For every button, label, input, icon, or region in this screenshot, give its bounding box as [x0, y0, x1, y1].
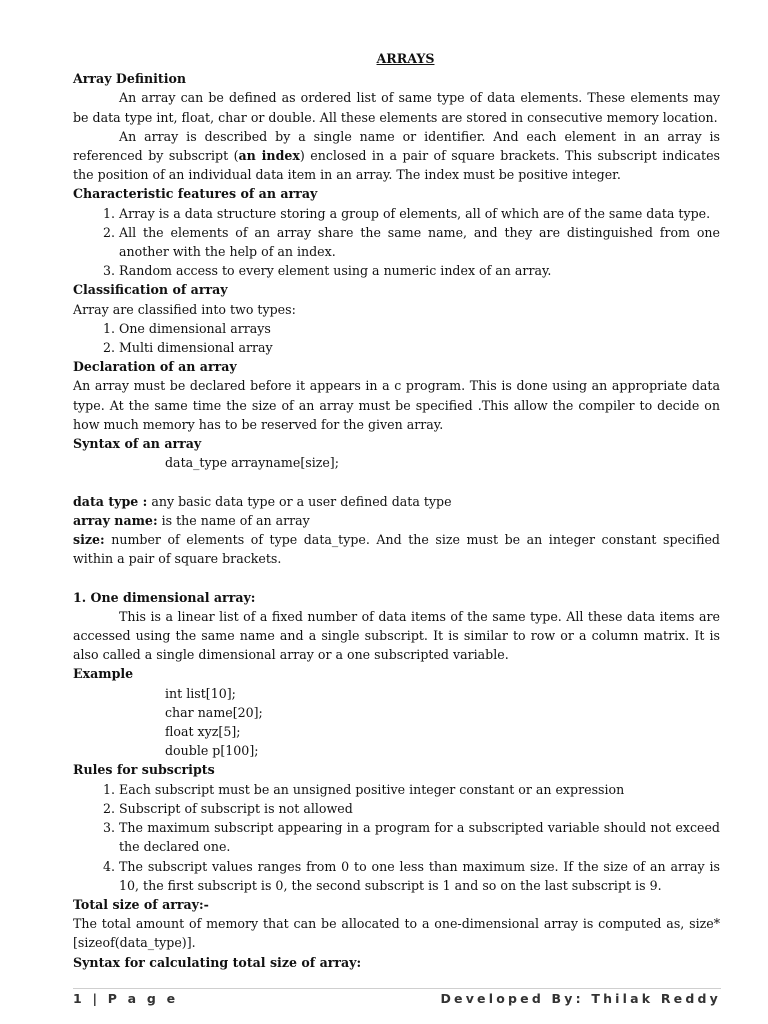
example-heading: Example — [73, 666, 134, 682]
definition-paragraph-1: An array can be defined as ordered list of same type of data elements. These elements may be data type int, float, char or double. All these elements are stored in consecutive memory location. — [73, 90, 720, 125]
footer-credit: Developed By: Thilak Reddy — [440, 991, 721, 1006]
term-desc: is the name of an array — [157, 512, 310, 528]
term-label: array name: — [73, 512, 158, 528]
classification-item-2: 2. Multi dimensional array — [119, 338, 720, 357]
total-size-paragraph: The total amount of memory that can be allocated to a one-dimensional array is computed as, size*[sizeof(data_type)]. — [73, 916, 720, 951]
definition-p2-bold: an index — [238, 148, 300, 164]
definition-p2-start: An array is described by a single name or identifier. And each element in an array is referenced by subscript ( — [73, 128, 720, 164]
syntax-term-size — [73, 530, 720, 568]
total-size-syntax-heading: Syntax for calculating total size of array: — [73, 954, 362, 970]
rules-list — [73, 780, 720, 895]
syntax-term-data-type — [73, 492, 720, 511]
example-line-1: int list[10]; — [165, 685, 236, 701]
syntax-heading: Syntax of an array — [73, 436, 202, 452]
features-item-1: 1. Array is a data structure storing a group of elements, all of which are of the same data type. — [119, 204, 720, 223]
features-item-3: 3. Random access to every element using a numeric index of an array. — [119, 261, 720, 280]
total-size-heading: Total size of array:- — [73, 896, 209, 912]
footer-page-number: 1 | P a g e — [73, 991, 179, 1006]
definition-paragraph-2 — [73, 127, 720, 185]
definition-p2-end: ) enclosed in a pair of square brackets. This subscript indicates the position of an individual data item in an array. The index must be positive integer. — [73, 148, 720, 183]
classification-list — [73, 319, 720, 357]
example-line-4: double p[100]; — [165, 743, 259, 759]
page-title: ARRAYS — [376, 51, 435, 66]
rules-item-2: 2. Subscript of subscript is not allowed — [119, 799, 720, 818]
example-line-2: char name[20]; — [165, 704, 263, 720]
term-desc: number of elements of type data_type. And the size must be an integer constant specified within a pair of square brackets. — [73, 532, 720, 567]
rules-item-1: 1. Each subscript must be an unsigned positive integer constant or an expression — [119, 780, 720, 799]
features-heading: Characteristic features of an array — [73, 186, 318, 202]
rules-heading: Rules for subscripts — [73, 762, 215, 778]
syntax-code: data_type arrayname[size]; — [165, 455, 339, 471]
spacer — [73, 568, 720, 587]
features-item-2: 2. All the elements of an array share the same name, and they are distinguished from one another with the help of an index. — [119, 223, 720, 261]
features-list — [73, 204, 720, 281]
rules-item-3: 3. The maximum subscript appearing in a program for a subscripted variable should not exceed the declared one. — [119, 818, 720, 856]
rules-item-4: 4. The subscript values ranges from 0 to one less than maximum size. If the size of an array is 10, the first subscript is 0, the second subscript is 1 and so on the last subscript is 9. — [119, 857, 720, 895]
declaration-paragraph: An array must be declared before it appears in a c program. This is done using an appropriate data type. At the same time the size of an array must be specified .This allow the compiler to decide on how much memory has to be reserved for the given array. — [73, 378, 720, 432]
term-desc: any basic data type or a user defined data type — [147, 493, 452, 509]
syntax-term-array-name — [73, 511, 720, 530]
classification-heading: Classification of array — [73, 282, 228, 298]
term-label: data type : — [73, 493, 148, 509]
one-dim-paragraph: This is a linear list of a fixed number of data items of the same type. All these data items are accessed using the same name and a single subscript. It is similar to row or a column matrix. It is also called a single dimensional array or a one subscripted variable. — [73, 608, 720, 663]
definition-heading: Array Definition — [73, 71, 187, 87]
classification-item-1: 1. One dimensional arrays — [119, 319, 720, 338]
declaration-heading: Declaration of an array — [73, 359, 237, 375]
term-label: size: — [73, 532, 105, 548]
page-footer — [73, 988, 721, 1006]
classification-intro: Array are classified into two types: — [73, 301, 296, 317]
document-body — [73, 49, 720, 972]
one-dim-heading: 1. One dimensional array: — [73, 589, 256, 605]
example-line-3: float xyz[5]; — [165, 724, 241, 740]
spacer — [73, 472, 720, 491]
